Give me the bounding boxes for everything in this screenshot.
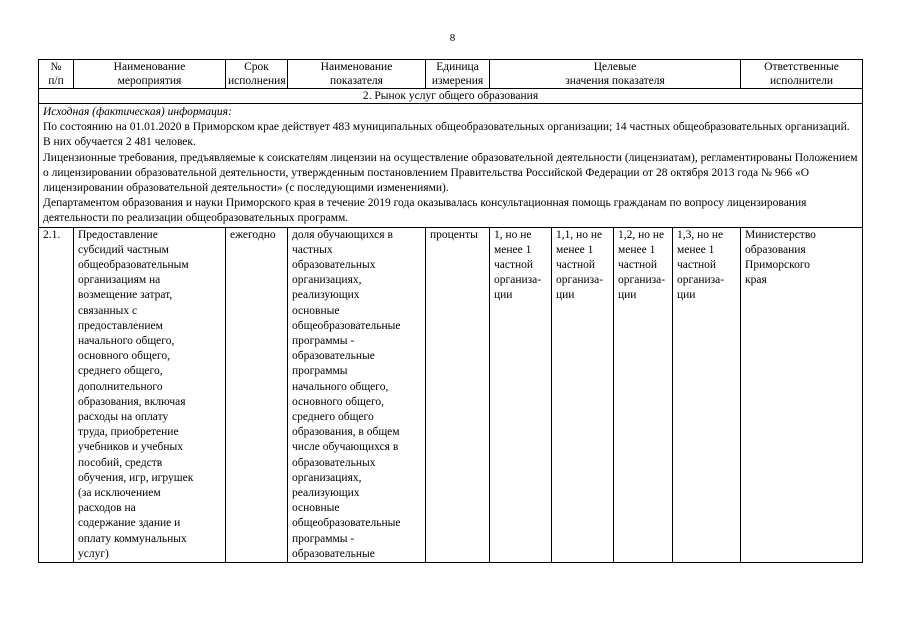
header-responsible: Ответственные исполнители xyxy=(741,60,863,89)
row-unit: проценты xyxy=(426,227,490,562)
row-target-value: 1,3, но не менее 1 частной организа- ции xyxy=(673,227,741,562)
header-target-values: Целевые значения показателя xyxy=(490,60,741,89)
info-row xyxy=(39,104,863,228)
measures-table xyxy=(38,59,863,563)
info-cell xyxy=(39,104,863,228)
row-target-value: 1, но не менее 1 частной организа- ции xyxy=(490,227,552,562)
header-measure-name: Наименование мероприятия xyxy=(74,60,226,89)
info-heading: Исходная (фактическая) информация: xyxy=(43,106,232,118)
row-target-value: 1,1, но не менее 1 частной организа- ции xyxy=(552,227,614,562)
row-target-value: 1,2, но не менее 1 частной организа- ции xyxy=(614,227,673,562)
row-responsible: Министерство образования Приморского края xyxy=(741,227,863,562)
row-number: 2.1. xyxy=(39,227,74,562)
header-number: № п/п xyxy=(39,60,74,89)
header-indicator-name: Наименование показателя xyxy=(288,60,426,89)
info-paragraph: Департаментом образования и науки Приморского края в течение 2019 года оказывалась консультационная помощь гражданам по вопросу лицензирования деятельности по реализации общеобразовательных программ. xyxy=(43,197,807,225)
header-unit: Единица измерения xyxy=(426,60,490,89)
row-term: ежегодно xyxy=(226,227,288,562)
table-header-row xyxy=(39,60,863,89)
page-number: 8 xyxy=(449,32,456,44)
info-paragraph: Лицензионные требования, предъявляемые к соискателям лицензии на осуществление образовательной деятельности (лицензиатам), регламентированы Положением о лицензировании образовательной деятельности, утвержденным постановлением Правительства Российской Федерации от 28 октября 2013 года № 966 «О лицензировании образовательной деятельности» (с последующими изменениями). xyxy=(43,151,858,195)
header-term: Срок исполнения xyxy=(226,60,288,89)
row-indicator-name: доля обучающихся в частных образовательных организациях, реализующих основные общеобразовательные программы - образовательные программы начального общего, основного общего, среднего общего образования, в общем числе обучающихся в образовательных организациях, реализующих основные общеобразовательные программы - образовательные xyxy=(288,227,426,562)
table-row xyxy=(39,227,863,562)
section-title: 2. Рынок услуг общего образования xyxy=(39,89,863,104)
info-paragraph: По состоянию на 01.01.2020 в Приморском крае действует 483 муниципальных общеобразовательных организации; 14 частных общеобразовательных организаций. В них обучается 2 481 человек. xyxy=(43,121,850,149)
section-row xyxy=(39,89,863,104)
row-measure-name: Предоставление субсидий частным общеобразовательным организациям на возмещение затрат, связанных с предоставлением начального общего, основного общего, среднего общего, дополнительного образования, включая расходы на оплату труда, приобретение учебников и учебных пособий, средств обучения, игр, игрушек (за исключением расходов на содержание здание и оплату коммунальных услуг) xyxy=(74,227,226,562)
